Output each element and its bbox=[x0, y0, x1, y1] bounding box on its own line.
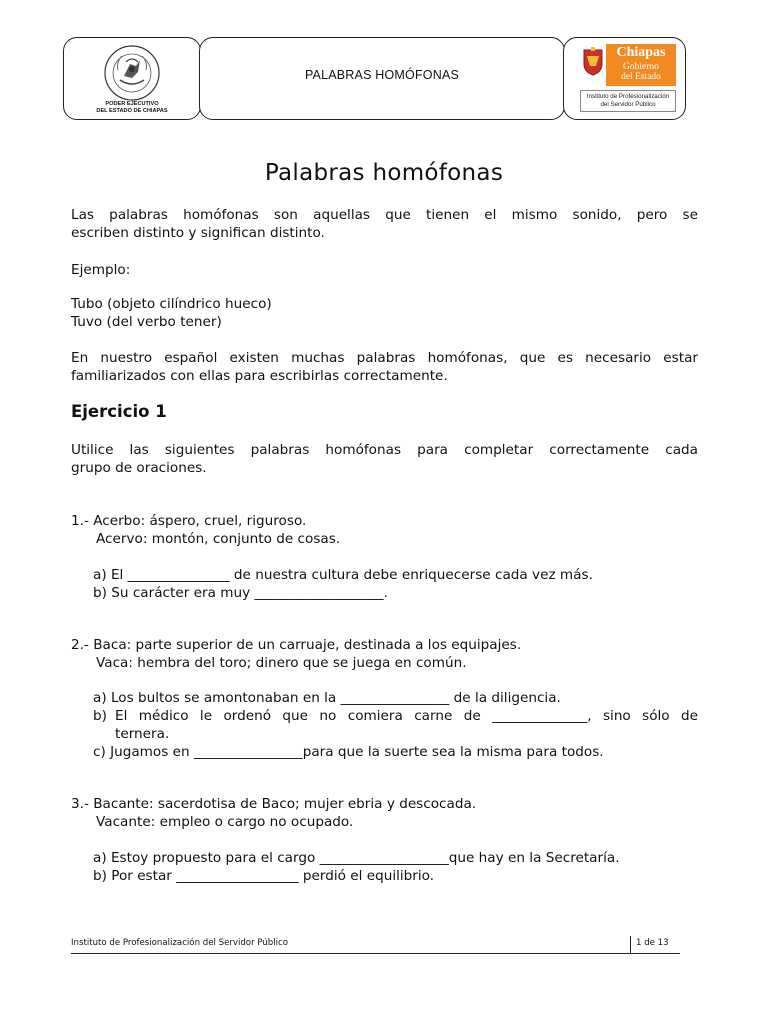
example-line: Tuvo (del verbo tener) bbox=[71, 314, 222, 330]
group-3-item-a: a) Estoy propuesto para el cargo ___________________que hay en la Secretaría. bbox=[93, 850, 620, 866]
chiapas-brand bbox=[606, 44, 676, 86]
note-paragraph bbox=[71, 349, 698, 385]
group-2-item-a: a) Los bultos se amontonaban en la ________________ de la diligencia. bbox=[93, 690, 561, 706]
paragraph-line: familiarizados con ellas para escribirlas correctamente. bbox=[71, 368, 448, 384]
institute-label bbox=[580, 90, 676, 112]
header-title: PALABRAS HOMÓFONAS bbox=[304, 68, 460, 82]
seal-caption-line: DEL ESTADO DE CHIAPAS bbox=[96, 107, 168, 114]
seal-caption bbox=[64, 101, 200, 114]
group-1-definition: 1.- Acerbo: áspero, cruel, riguroso. bbox=[71, 513, 307, 529]
chiapas-shield-icon bbox=[582, 46, 604, 76]
paragraph-line: Utilice las siguientes palabras homófonas para completar correctamente cada bbox=[71, 442, 698, 458]
group-1-item-b: b) Su carácter era muy ___________________. bbox=[93, 585, 388, 601]
group-2-item-b bbox=[93, 707, 698, 743]
footer-separator bbox=[630, 936, 631, 954]
group-2-definition: 2.- Baca: parte superior de un carruaje, destinada a los equipajes. bbox=[71, 637, 522, 653]
institute-line: del Servidor Público bbox=[600, 100, 656, 108]
item-text: El médico le ordenó que no comiera carne de ______________, sino sólo de bbox=[115, 708, 698, 724]
group-1-definition: Acervo: montón, conjunto de cosas. bbox=[96, 531, 341, 547]
exercise-heading: Ejercicio 1 bbox=[71, 402, 167, 421]
chiapas-logo-box bbox=[563, 37, 686, 120]
example-line: Tubo (objeto cilíndrico hueco) bbox=[71, 296, 272, 312]
examples bbox=[71, 295, 698, 331]
item-line: ternera. bbox=[115, 726, 170, 742]
instruction-paragraph bbox=[71, 441, 698, 477]
group-1-item-a: a) El _______________ de nuestra cultura debe enriquecerse cada vez más. bbox=[93, 567, 593, 583]
group-3-definition: Vacante: empleo o cargo no ocupado. bbox=[96, 814, 354, 830]
paragraph-line: grupo de oraciones. bbox=[71, 460, 207, 476]
example-label: Ejemplo: bbox=[71, 262, 131, 278]
document-header bbox=[63, 37, 686, 120]
footer-institute: Instituto de Profesionalización del Servidor Público bbox=[71, 938, 289, 948]
page-number: 1 de 13 bbox=[636, 938, 669, 948]
header-title-box bbox=[199, 37, 565, 120]
brand-subtitle-line: del Estado bbox=[621, 72, 661, 82]
group-2-definition: Vaca: hembra del toro; dinero que se juega en común. bbox=[96, 655, 467, 671]
paragraph-line: escriben distinto y significan distinto. bbox=[71, 225, 325, 241]
document-title: Palabras homófonas bbox=[264, 160, 504, 186]
state-seal-box bbox=[63, 37, 201, 120]
group-2-item-c: c) Jugamos en ________________para que la suerte sea la misma para todos. bbox=[93, 744, 604, 760]
mexican-seal-icon bbox=[96, 42, 168, 102]
intro-paragraph bbox=[71, 206, 698, 242]
group-3-item-b: b) Por estar __________________ perdió el equilibrio. bbox=[93, 868, 435, 884]
item-label: b) bbox=[93, 708, 107, 724]
brand-name: Chiapas bbox=[616, 45, 666, 60]
group-3-definition: 3.- Bacante: sacerdotisa de Baco; mujer ebria y descocada. bbox=[71, 796, 477, 812]
seal-caption-line: PODER EJECUTIVO bbox=[105, 101, 159, 107]
paragraph-line: En nuestro español existen muchas palabras homófonas, que es necesario estar bbox=[71, 350, 698, 366]
institute-line: Instituto de Profesionalización bbox=[586, 93, 670, 100]
footer-rule bbox=[71, 953, 680, 954]
brand-subtitle-line: Gobierno bbox=[623, 62, 659, 72]
item-line bbox=[93, 707, 698, 725]
brand-subtitle bbox=[606, 62, 676, 82]
paragraph-line: Las palabras homófonas son aquellas que tienen el mismo sonido, pero se bbox=[71, 207, 698, 223]
